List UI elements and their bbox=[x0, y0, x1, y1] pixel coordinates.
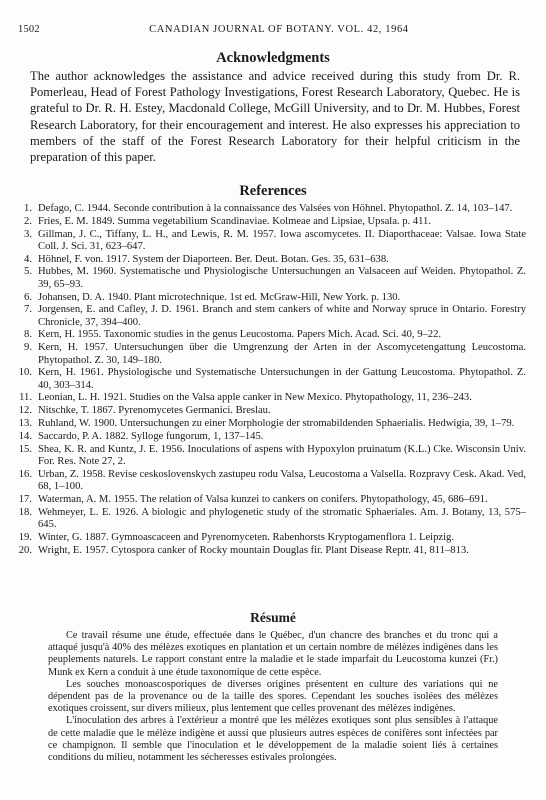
reference-number: 1. bbox=[24, 203, 32, 214]
references-list bbox=[16, 203, 526, 557]
reference-item bbox=[16, 329, 526, 341]
resume-body bbox=[48, 630, 498, 764]
reference-item bbox=[16, 304, 526, 329]
reference-text: Waterman, A. M. 1955. The relation of Valsa kunzei to cankers on conifers. Phytopathology, 45, 686–691. bbox=[38, 493, 488, 505]
page-number: 1502 bbox=[18, 24, 40, 35]
reference-text: Wright, E. 1957. Cytospora canker of Rocky mountain Douglas fir. Plant Disease Reptr. 41, 811–813. bbox=[38, 544, 469, 556]
reference-number: 2. bbox=[24, 215, 32, 227]
reference-number: 19. bbox=[18, 531, 32, 543]
reference-item bbox=[16, 431, 526, 443]
reference-number: 3. bbox=[24, 228, 32, 240]
reference-text: Ruhland, W. 1900. Untersuchungen zu einer Morphologie der stromabildenden Sphaerialis. Hedwigia, 39, 1–79. bbox=[38, 418, 515, 430]
running-header bbox=[18, 24, 518, 35]
reference-number: 18. bbox=[18, 506, 32, 518]
resume-paragraph: Les souches monoascosporiques de diverses origines présentent en culture des variations qui ne dépendent pas de la provenance ou de la taille des spores. Cependant les souches isolées des mélèzes exotiques croissent, sur divers milieux, plus lentement que celles provenant des mélèzes indigènes. bbox=[48, 678, 498, 715]
reference-item bbox=[16, 444, 526, 469]
reference-number: 11. bbox=[19, 392, 32, 404]
reference-text: Kern, H. 1955. Taxonomic studies in the genus Leucostoma. Papers Mich. Acad. Sci. 40, 9–22. bbox=[38, 329, 442, 341]
reference-text: Nitschke, T. 1867. Pyrenomycetes Germanici. Breslau. bbox=[38, 405, 271, 417]
reference-number: 12. bbox=[18, 405, 32, 417]
reference-text: Winter, G. 1887. Gymnoascaceen and Pyrenomyceten. Rabenhorsts Kryptogamenflora 1. Leipzig. bbox=[38, 531, 455, 543]
reference-number: 13. bbox=[18, 418, 32, 430]
reference-text: Höhnel, F. von. 1917. System der Diaporteen. Ber. Deut. Botan. Ges. 35, 631–638. bbox=[38, 253, 389, 265]
reference-text: Jorgensen, E. and Cafley, J. D. 1961. Branch and stem cankers of white and Norway spruce in Ontario. Forestry Chronicle, 37, 394–400. bbox=[38, 304, 526, 328]
reference-number: 14. bbox=[18, 430, 32, 442]
reference-number: 17. bbox=[18, 493, 32, 505]
reference-number: 6. bbox=[24, 291, 32, 303]
reference-text: Wehmeyer, L. E. 1926. A biologic and phylogenetic study of the stromatic Sphaeriales. Am. J. Botany, 13, 575–645. bbox=[38, 506, 526, 530]
journal-title: CANADIAN JOURNAL OF BOTANY. VOL. 42, 1964 bbox=[149, 24, 409, 35]
reference-text: Hubbes, M. 1960. Systematische und Physiologische Untersuchungen an Valsaceen auf Weiden. Phytopathol. Z. 39, 65–93. bbox=[38, 266, 526, 290]
reference-number: 15. bbox=[18, 443, 32, 455]
reference-number: 10. bbox=[18, 367, 32, 379]
resume-paragraph: L'inoculation des arbres à l'extérieur a montré que les mélèzes exotiques sont plus sensibles à l'attaque de cette maladie que le mélèze indigène et aussi que plusieurs autres espèces de conifères sont infectées par ce champignon. Il semble que l'inoculation et le développement de la maladie soient liés à certaines conditions du milieu, notamment les sécheresses estivales prolongées. bbox=[48, 715, 498, 764]
reference-number: 16. bbox=[18, 468, 32, 480]
reference-item bbox=[16, 292, 526, 304]
acknowledgments-text: The author acknowledges the assistance and advice received during this study from Dr. R. Pomerleau, Head of Forest Pathology Investigations, Forest Research Laboratory, Quebec. He is grateful to Dr. R. H. Estey, Macdonald College, McGill University, and to Dr. M. Hubbes, Forest Research Laboratory, for their encouragement and interest. He also expresses his appreciation to members of the staff of the Forest Research Laboratory for their helpful criticism in the preparation of this paper. bbox=[30, 69, 520, 165]
reference-item bbox=[16, 367, 526, 392]
reference-text: Fries, E. M. 1849. Summa vegetabilium Scandinaviae. Kolmeae and Lipsiae, Upsala. p. 411. bbox=[38, 215, 431, 227]
reference-text: Urban, Z. 1958. Revise ceskoslovenskych zastupeu rodu Valsa, Leucostoma a Valsella. Rozpravy Cesk. Akad. Ved, 68, 1–100. bbox=[38, 468, 526, 493]
reference-number: 20. bbox=[18, 544, 32, 556]
reference-item bbox=[16, 469, 526, 494]
reference-item bbox=[16, 203, 526, 215]
reference-item bbox=[16, 254, 526, 266]
reference-item bbox=[16, 405, 526, 417]
reference-text: Kern, H. 1961. Physiologische und Systematische Untersuchungen in der Gattung Leucostoma. Phytopathol. Z. 40, 303–314. bbox=[38, 367, 526, 391]
reference-item bbox=[16, 507, 526, 532]
reference-item bbox=[16, 545, 526, 557]
reference-number: 7. bbox=[24, 304, 32, 316]
reference-number: 9. bbox=[24, 342, 32, 354]
reference-text: Shea, K. R. and Kuntz, J. E. 1956. Inoculations of aspens with Hypoxylon pruinatum (K.L.) Cke. Wisconsin Univ. For. Res. Note 27, 2. bbox=[38, 443, 526, 467]
reference-number: 4. bbox=[24, 253, 32, 265]
reference-number: 8. bbox=[24, 329, 32, 341]
reference-item bbox=[16, 494, 526, 506]
resume-heading: Résumé bbox=[250, 610, 296, 625]
reference-item bbox=[16, 266, 526, 291]
references-heading: References bbox=[239, 183, 307, 199]
reference-item bbox=[16, 342, 526, 367]
acknowledgments-heading: Acknowledgments bbox=[216, 50, 330, 66]
reference-number: 5. bbox=[24, 266, 32, 278]
reference-item bbox=[16, 229, 526, 254]
reference-text: Kern, H. 1957. Untersuchungen über die Umgrenzung der Arten in der Ascomycetengattung Leucostoma. Phytopathol. Z. 30, 149–180. bbox=[38, 342, 526, 366]
reference-item bbox=[16, 418, 526, 430]
resume-paragraph: Ce travail résume une étude, effectuée dans le Québec, d'un chancre des branches et du tronc qui a attaqué jusqu'à 40% des mélèzes exotiques en plantation et un certain nombre de mélèzes indigènes dans les peuplements naturels. Le rapport constant entre la maladie et le stade imparfait du Leucostoma kunzei (Fr.) Munk ex Kern a conduit à une étude taxonomique de cette espèce. bbox=[48, 630, 498, 678]
reference-text: Gillman, J. C., Tiffany, L. H., and Lewis, R. M. 1957. Iowa ascomycetes. II. Diaporthaceae: Valsae. Iowa State Coll. J. Sci. 31, 623–647. bbox=[38, 228, 526, 252]
reference-text: Defago, C. 1944. Seconde contribution à la connaissance des Valsées von Höhnel. Phytopathol. Z. 14, 103–147. bbox=[38, 203, 513, 214]
reference-text: Johansen, D. A. 1940. Plant microtechnique. 1st ed. McGraw-Hill, New York. p. 130. bbox=[38, 291, 401, 303]
reference-item bbox=[16, 532, 526, 544]
reference-text: Leonian, L. H. 1921. Studies on the Valsa apple canker in New Mexico. Phytopathology, 11, 236–243. bbox=[38, 392, 472, 404]
reference-item bbox=[16, 216, 526, 228]
reference-item bbox=[16, 392, 526, 404]
reference-text: Saccardo, P. A. 1882. Sylloge fungorum, 1, 137–145. bbox=[38, 430, 264, 442]
